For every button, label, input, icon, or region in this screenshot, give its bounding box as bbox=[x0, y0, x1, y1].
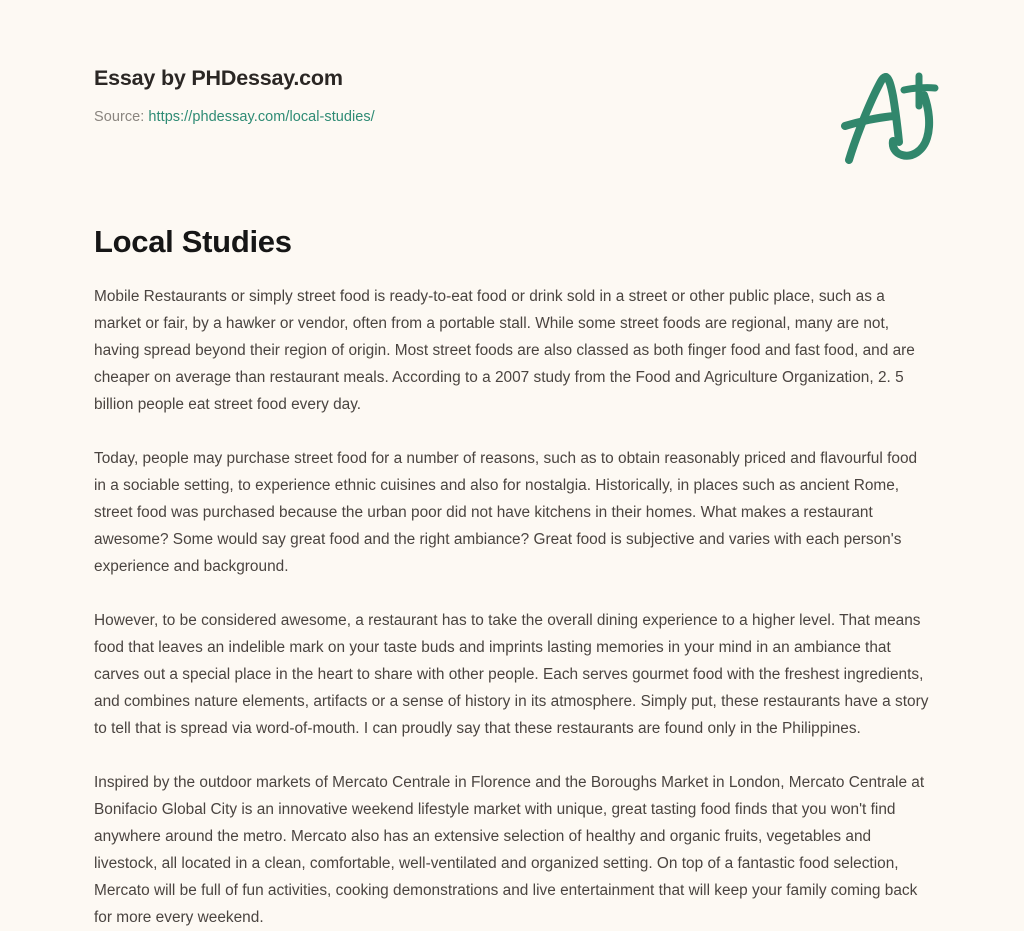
paragraph: Mobile Restaurants or simply street food is ready-to-eat food or drink sold in a street or other public place, such as a market or fair, by a hawker or vendor, often from a portable stall. While some street foods are regional, many are not, having spread beyond their region of origin. Most street foods are also classed as both finger food and fast food, and are cheaper on average than restaurant meals. According to a 2007 study from the Food and Agriculture Organization, 2. 5 billion people eat street food every day. bbox=[94, 288, 915, 413]
source-line bbox=[94, 109, 944, 125]
page-title: Local Studies bbox=[94, 224, 292, 259]
brand-title: Essay by PHDessay.com bbox=[94, 66, 343, 90]
paragraph: Inspired by the outdoor markets of Mercato Centrale in Florence and the Boroughs Market in London, Mercato Centrale at Bonifacio Global City is an innovative weekend lifestyle market with unique, great tasting food finds that you won't find anywhere around the metro. Mercato also has an extensive selection of healthy and organic fruits, vegetables and livestock, all located in a clean, comfortable, well-ventilated and organized setting. On top of a fantastic food selection, Mercato will be full of fun activities, cooking demonstrations and live entertainment that will keep your family coming back for more every weekend. bbox=[94, 774, 925, 926]
aplus-logo-icon bbox=[836, 62, 946, 167]
source-label: Source: bbox=[94, 108, 145, 125]
paragraph: However, to be considered awesome, a restaurant has to take the overall dining experience to a higher level. That means food that leaves an indelible mark on your taste buds and imprints lasting memories in your mind in an ambiance that carves out a special place in the heart to share with other people. Each serves gourmet food with the freshest ingredients, and combines nature elements, artifacts or a sense of history in its atmosphere. Simply put, these restaurants have a story to tell that is spread via word-of-mouth. I can proudly say that these restaurants are found only in the Philippines. bbox=[94, 612, 929, 737]
source-url-link[interactable]: https://phdessay.com/local-studies/ bbox=[148, 108, 375, 125]
paragraph: Today, people may purchase street food for a number of reasons, such as to obtain reasonably priced and flavourful food in a sociable setting, to experience ethnic cuisines and also for nostalgia. Historically, in places such as ancient Rome, street food was purchased because the urban poor did not have kitchens in their homes. What makes a restaurant awesome? Some would say great food and the right ambiance? Great food is subjective and varies with each person's experience and background. bbox=[94, 450, 918, 575]
page-header bbox=[94, 66, 944, 176]
essay-body bbox=[94, 283, 932, 931]
